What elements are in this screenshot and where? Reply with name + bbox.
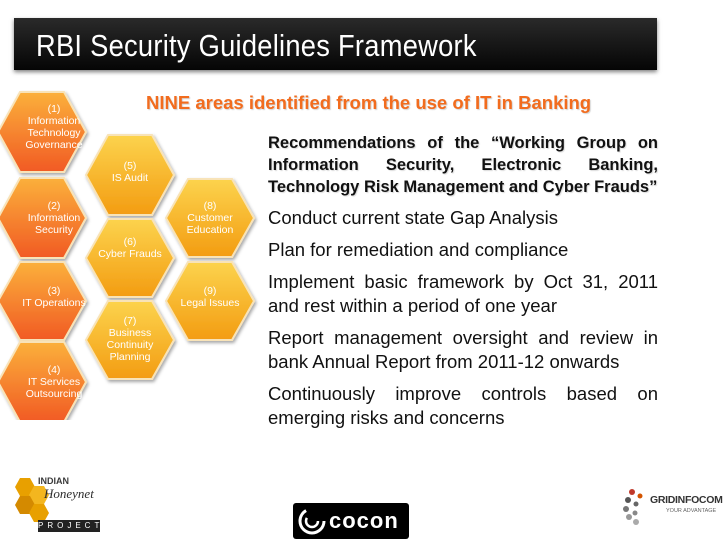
hex-label-7: (7) Business Continuity Planning — [106, 315, 154, 363]
hex-label-6: (6) Cyber Frauds — [98, 236, 162, 260]
hex-label-5: (5) IS Audit — [111, 160, 149, 184]
slide-title: RBI Security Guidelines Framework — [36, 28, 477, 63]
point-gap-analysis: Conduct current state Gap Analysis — [268, 207, 558, 228]
hex-label-2: (2) Information Security — [27, 200, 81, 236]
cocon-logo: cocon — [293, 503, 409, 539]
recommendation-heading: Recommendations of the “Working Group on Information Security, Electronic Banking, Technology Risk Management and Cyber Frauds” — [268, 134, 658, 196]
hex-label-8: (8) Customer Education — [186, 200, 234, 236]
cocon-swirl-icon — [297, 506, 327, 536]
gridinfocom-dots-icon — [622, 486, 656, 526]
indian-honeynet-logo: INDIAN Honeynet PROJECT — [8, 470, 108, 536]
hex-label-3: (3) IT Operations — [22, 285, 86, 309]
title-bar — [14, 18, 657, 70]
point-remediation-plan: Plan for remediation and compliance — [268, 239, 569, 260]
content-block — [268, 132, 658, 430]
hex-label-4: (4) IT Services Outsourcing — [25, 364, 83, 400]
gridinfocom-logo: GRIDINFOCOM YOUR ADVANTAGE — [622, 482, 726, 532]
point-management-oversight: Report management oversight and review in bank Annual Report from 2011-12 onwards — [268, 327, 658, 372]
hex-label-9: (9) Legal Issues — [180, 285, 240, 309]
point-continuous-improvement: Continuously improve controls based on emerging risks and concerns — [268, 383, 658, 428]
slide-subtitle: NINE areas identified from the use of IT in Banking — [146, 92, 592, 113]
point-basic-framework: Implement basic framework by Oct 31, 2011 and rest within a period of one year — [268, 271, 658, 316]
hex-label-1: (1) Information Technology Governance — [25, 103, 83, 151]
